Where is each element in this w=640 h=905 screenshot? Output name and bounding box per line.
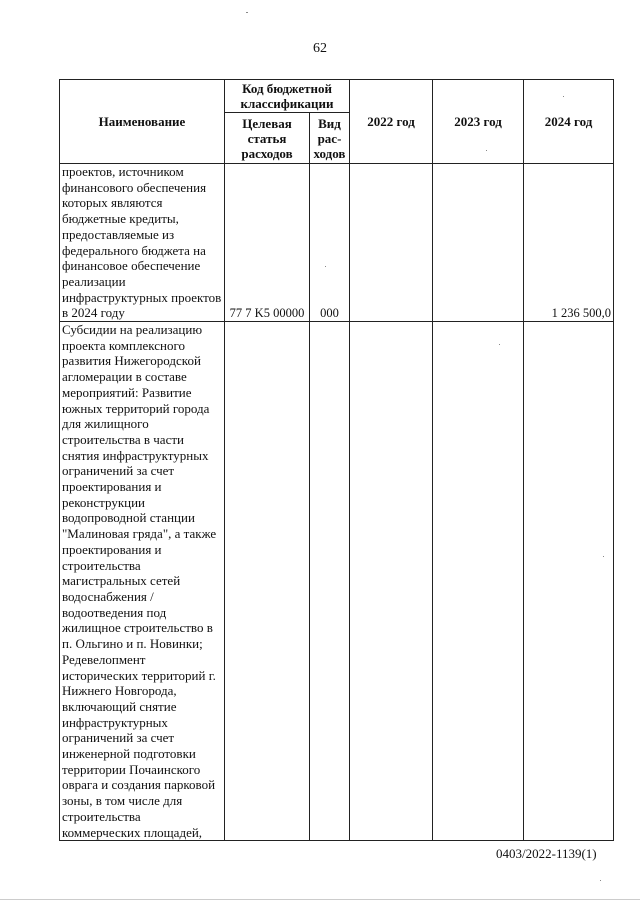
row-name: проектов, источником финансового обеспечения которых являются бюджетные кредиты, предоставляемые из федерального бюджета на финансовое обеспечение реализации инфраструктурных проектов в 2024 году [60, 164, 225, 322]
row-value-2024: 1 236 500,0 [524, 164, 614, 322]
row-value-2023 [433, 164, 524, 322]
scan-speck [563, 96, 564, 97]
row-value-2023 [433, 322, 524, 841]
page-number: 62 [313, 41, 327, 56]
row-value-2022 [350, 164, 433, 322]
row-target-article: 77 7 K5 00000 [225, 164, 310, 322]
row-expense-type: 000 [310, 164, 350, 322]
scan-speck [486, 150, 487, 151]
row-target-article [225, 322, 310, 841]
table-row [60, 322, 614, 841]
scan-speck [0, 899, 640, 900]
header-year-2022: 2022 год [350, 80, 433, 164]
scan-speck [603, 556, 604, 557]
row-value-2022 [350, 322, 433, 841]
scan-speck [600, 880, 601, 881]
header-budget-code-group: Код бюджетной классификации [225, 80, 350, 113]
header-target-article: Целевая статья расходов [225, 113, 310, 164]
scan-speck [246, 12, 248, 13]
header-year-2023: 2023 год [433, 80, 524, 164]
footer-document-code: 0403/2022-1139(1) [496, 846, 597, 861]
row-name: Субсидии на реализацию проекта комплексного развития Нижегородской агломерации в составе мероприятий: Развитие южных территорий города для жилищного строительства в части снятия инфраструктурных ограничений за счет проектирования и реконструкции водопроводной станции "Малиновая гряда", а также проектирования и строительства магистральных сетей водоснабжения / водоотведения под жилищное строительство в п. Ольгино и п. Новинки; Редевелопмент исторических территорий г. Нижнего Новгорода, включающий снятие инфраструктурных ограничений за счет инженерной подготовки территории Почаинского оврага и создания парковой зоны, в том числе для строительства коммерческих площадей, [60, 322, 225, 841]
table-row [60, 164, 614, 322]
row-expense-type [310, 322, 350, 841]
scan-speck [499, 344, 500, 345]
budget-table [59, 79, 614, 841]
row-value-2024 [524, 322, 614, 841]
scan-speck [325, 266, 326, 267]
header-year-2024: 2024 год [524, 80, 614, 164]
header-expense-type: Вид рас-ходов [310, 113, 350, 164]
header-name: Наименование [60, 80, 225, 164]
